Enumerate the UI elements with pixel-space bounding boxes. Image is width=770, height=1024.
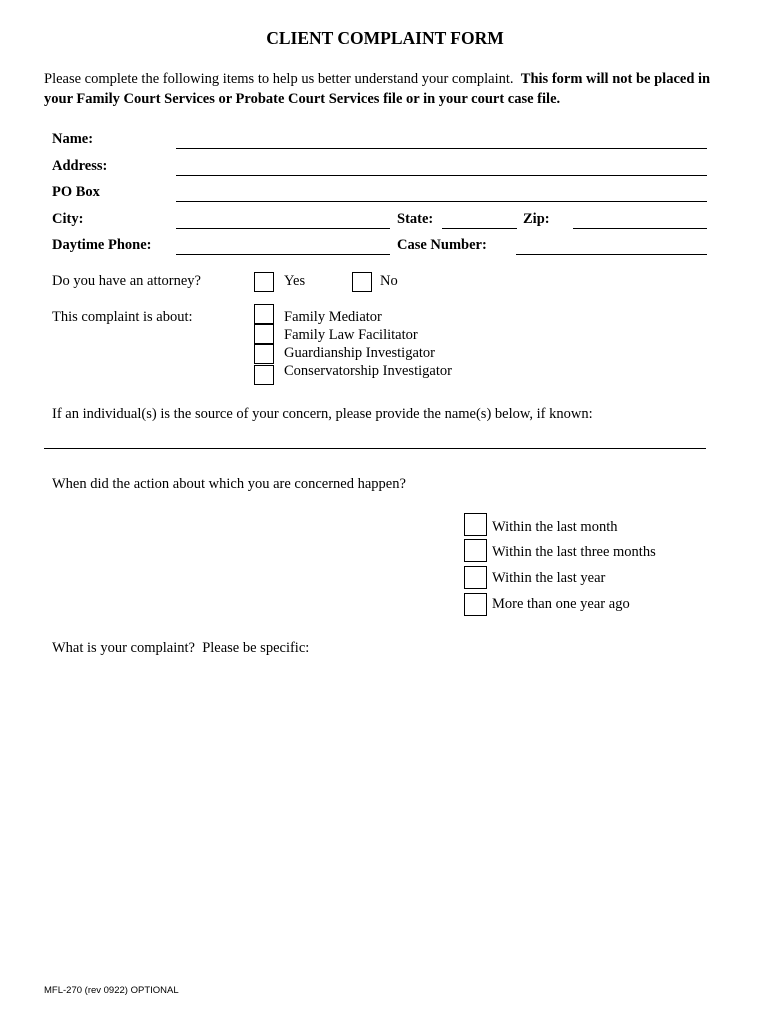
attorney-no-label: No — [380, 273, 398, 289]
about-option-guardianship: Guardianship Investigator — [284, 345, 436, 361]
about-conservatorship-checkbox[interactable] — [254, 365, 274, 385]
attorney-no-checkbox[interactable] — [352, 272, 372, 292]
when-option-three-months: Within the last three months — [492, 544, 656, 560]
state-label: State: — [397, 211, 434, 227]
state-field[interactable] — [442, 228, 517, 229]
address-label: Address: — [52, 158, 108, 174]
attorney-yes-label: Yes — [284, 273, 306, 289]
complaint-text-area[interactable] — [44, 665, 706, 965]
when-question: When did the action about which you are concerned happen? — [52, 476, 406, 492]
when-option-last-year: Within the last year — [492, 570, 606, 586]
when-three-months-checkbox[interactable] — [464, 539, 487, 562]
zip-label: Zip: — [523, 211, 550, 227]
zip-field[interactable] — [573, 228, 707, 229]
when-last-year-checkbox[interactable] — [464, 566, 487, 589]
case-number-field[interactable] — [516, 254, 707, 255]
individual-name-field[interactable] — [44, 448, 706, 449]
intro-paragraph — [44, 69, 734, 109]
pobox-field[interactable] — [176, 201, 707, 202]
form-code: MFL-270 (rev 0922) OPTIONAL — [44, 985, 179, 996]
attorney-question: Do you have an attorney? — [52, 273, 201, 289]
phone-field[interactable] — [176, 254, 390, 255]
name-field[interactable] — [176, 148, 707, 149]
when-option-over-year: More than one year ago — [492, 596, 630, 612]
when-last-month-checkbox[interactable] — [464, 513, 487, 536]
about-option-facilitator: Family Law Facilitator — [284, 327, 418, 343]
about-option-mediator: Family Mediator — [284, 309, 382, 325]
address-field[interactable] — [176, 175, 707, 176]
form-title: CLIENT COMPLAINT FORM — [266, 28, 504, 48]
about-question: This complaint is about: — [52, 309, 193, 325]
city-label: City: — [52, 211, 84, 227]
individual-question: If an individual(s) is the source of your concern, please provide the name(s) below, if known: — [52, 406, 593, 422]
about-option-conservatorship: Conservatorship Investigator — [284, 363, 452, 379]
when-over-year-checkbox[interactable] — [464, 593, 487, 616]
complaint-question: What is your complaint? Please be specific: — [52, 640, 310, 656]
intro-notice: This form will not be placed in your Family Court Services or Probate Court Services file or in your court case file. — [44, 71, 711, 107]
phone-label: Daytime Phone: — [52, 237, 152, 253]
attorney-yes-checkbox[interactable] — [254, 272, 274, 292]
when-option-last-month: Within the last month — [492, 519, 618, 535]
about-facilitator-checkbox[interactable] — [254, 324, 274, 344]
pobox-label: PO Box — [52, 184, 100, 200]
name-label: Name: — [52, 131, 94, 147]
about-guardianship-checkbox[interactable] — [254, 344, 274, 364]
case-number-label: Case Number: — [397, 237, 487, 253]
intro-text: Please complete the following items to help us better understand your complaint. — [44, 71, 514, 87]
city-field[interactable] — [176, 228, 390, 229]
about-mediator-checkbox[interactable] — [254, 304, 274, 324]
